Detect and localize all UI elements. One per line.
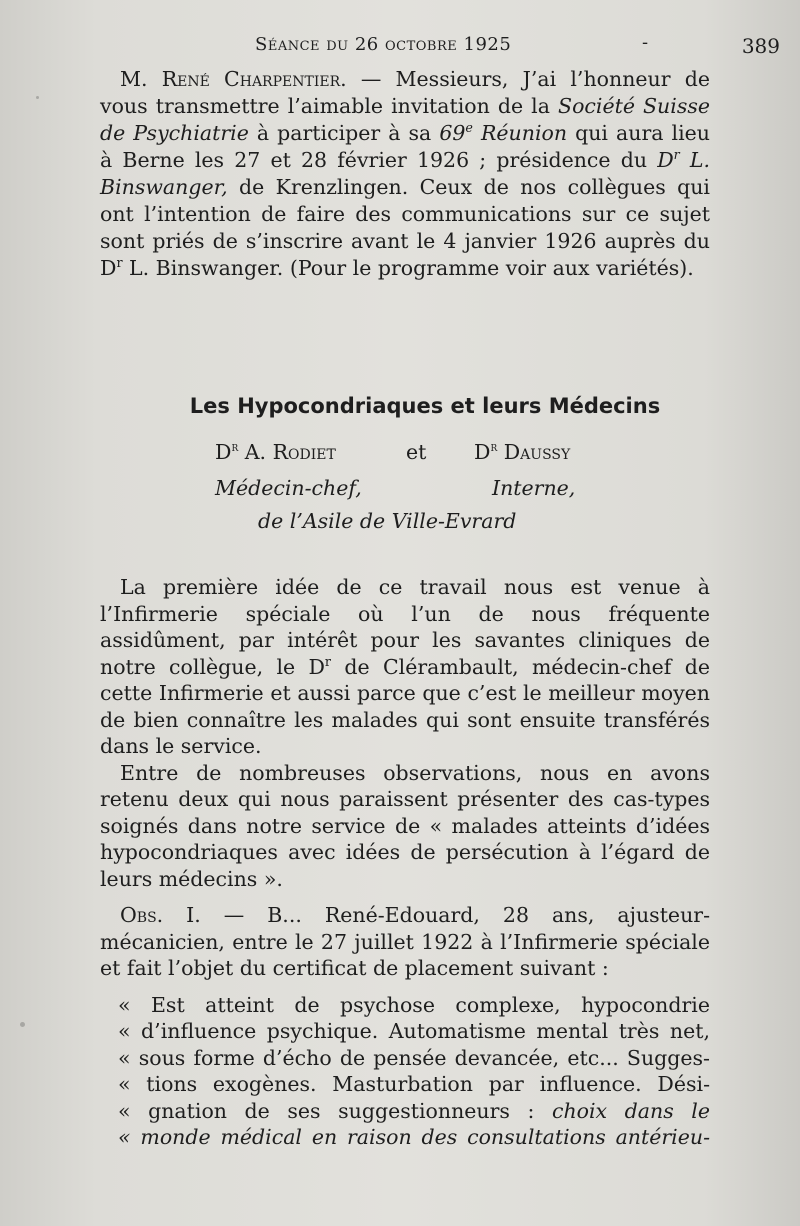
role-medecin-chef: Médecin-chef, [215, 476, 362, 500]
paragraph-1: La première idée de ce travail nous est venue à l’Infirmerie spéciale où l’un de nous fréquente assidûment, par intérêt pour les savantes cliniques de notre collègue, le $D^r$ de Clérambault, médecin-chef de cette Infirmerie et aussi parce que c’est le meilleur moyen de bien connaître les malades qui sont ensuite transférés dans le service. [100, 575, 710, 758]
paper-blemish [36, 96, 39, 99]
observation-1: Obs. I. — B... René-Edouard, 28 ans, ajusteur-mécanicien, entre le 27 juillet 1922 à l’Infirmerie spéciale et fait l’objet du certificat de placement suivant : [100, 903, 710, 980]
running-title: Séance du 26 octobre 1925 [255, 34, 512, 55]
paper-blemish [20, 1022, 25, 1027]
article-title: Les Hypocondriaques et leurs Médecins [189, 394, 661, 418]
page-number: 389 [741, 34, 780, 58]
article-body [100, 574, 710, 1151]
society-name: Société Suisse de Psychiatrie [100, 94, 710, 145]
author-daussy: $D^r$ Daussy [474, 439, 571, 464]
speaker-name: M. René Charpentier. [120, 67, 347, 91]
intro-paragraph: M. René Charpentier. — Messieurs, J’ai l’honneur de vous transmettre l’aimable invitation de la Société Suisse de Psychiatrie à participer à sa 69e Réunion qui aura lieu à Berne les 27 et 28 février 1926 ; présidence du $D^r$ L. Binswanger, de Krenzlingen. Ceux de nos collègues qui ont l’intention de faire des communications sur ce sujet sont priés de s’inscrire avant le 4 janvier 1926 auprès du $D^r$ L. Binswanger. (Pour le programme voir aux variétés). [100, 67, 710, 280]
author-rodiet: $D^r$ A. Rodiet [215, 439, 336, 464]
author-conjunction: et [406, 440, 427, 464]
running-header [0, 30, 800, 62]
certificate-quote: « Est atteint de psychose complexe, hypocondrie « d’influence psychique. Automatisme mental très net, « sous forme d’écho de pensée devancée, etc... Sugges- « tions exogènes. Masturbation par influence. Dési- « gnation de ses suggestionneurs : choix dans le « monde médical en raison des consultations antérieu- [118, 992, 710, 1149]
institution: de l’Asile de Ville-Evrard [258, 509, 517, 533]
role-interne: Interne, [492, 476, 576, 500]
header-mark: - [642, 32, 649, 53]
paragraph-2: Entre de nombreuses observations, nous en avons retenu deux qui nous paraissent présenter des cas-types soignés dans notre service de « malades atteints d’idées hypocondriaques avec idées de persécution à l’égard de leurs médecins ». [100, 760, 710, 891]
